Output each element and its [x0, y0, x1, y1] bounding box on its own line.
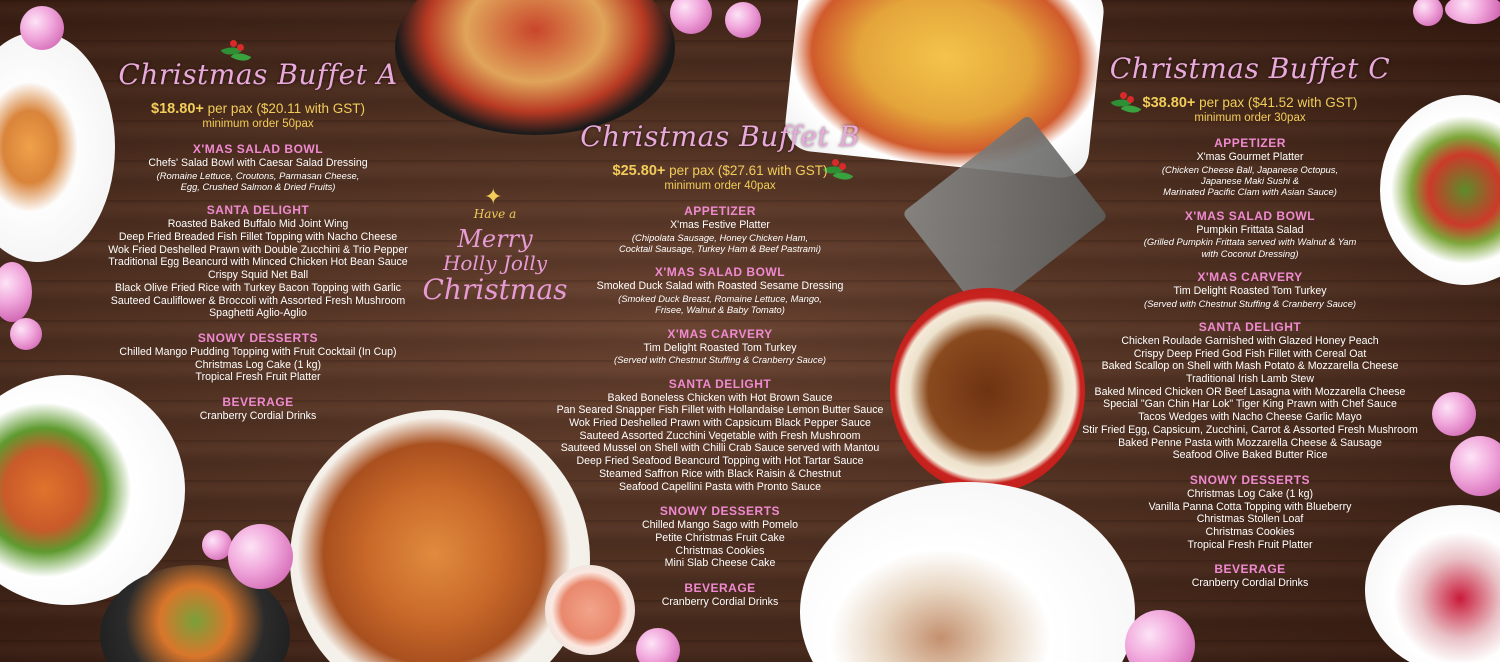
menu-item: Black Olive Fried Rice with Turkey Bacon Topping with Garlic — [115, 281, 401, 294]
menu-item: Sauteed Assorted Zucchini Vegetable with Fresh Mushroom — [579, 429, 861, 442]
menu-item: Chefs' Salad Bowl with Caesar Salad Dressing — [148, 157, 368, 169]
section-title: X'MAS SALAD BOWL — [192, 142, 324, 156]
menu-item: Petite Christmas Fruit Cake — [655, 531, 785, 544]
menu-item: Tacos Wedges with Nacho Cheese Garlic Mayo — [1138, 411, 1362, 424]
greeting-line-3: Holly Jolly — [442, 251, 548, 275]
buffet-b-title: Christmas Buffet B — [580, 120, 860, 153]
menu-item: Tim Delight Roasted Tom Turkey — [643, 341, 797, 354]
menu-item: Christmas Log Cake (1 kg) — [195, 358, 321, 371]
buffet-c-price-gst: per pax ($41.52 with GST) — [1195, 95, 1358, 110]
menu-item: Spaghetti Aglio-Aglio — [209, 307, 307, 320]
menu-section — [540, 504, 900, 570]
menu-item: Seafood Capellini Pasta with Pronto Sauce — [619, 480, 821, 493]
menu-item: Baked Minced Chicken OR Beef Lasagna with Mozzarella Cheese — [1094, 385, 1406, 398]
section-title: BEVERAGE — [1214, 562, 1286, 577]
buffet-b-min-order: minimum order 40pax — [664, 180, 776, 192]
menu-item: Crispy Squid Net Ball — [207, 269, 309, 282]
section-title: SNOWY DESSERTS — [659, 504, 781, 519]
buffet-b-column — [540, 120, 900, 609]
menu-item: Seafood Olive Baked Butter Rice — [1172, 449, 1328, 462]
buffet-a-price-gst: per pax ($20.11 with GST) — [203, 101, 365, 116]
menu-item: Mini Slab Cheese Cake — [664, 557, 776, 570]
menu-item-note: Cocktail Sausage, Turkey Ham & Beef Pastrami) — [619, 243, 821, 254]
menu-item: Steamed Saffron Rice with Black Raisin & Chestnut — [599, 467, 841, 480]
menu-item-note: with Coconut Dressing) — [1201, 247, 1299, 259]
menu-section — [1065, 136, 1435, 198]
menu-item: Wok Fried Deshelled Prawn with Capsicum Black Pepper Sauce — [569, 417, 871, 429]
menu-item: Stir Fried Egg, Capsicum, Zucchini, Carrot & Assorted Fresh Mushroom — [1082, 423, 1418, 436]
buffet-a-price-line — [93, 101, 423, 117]
menu-item: Cranberry Cordial Drinks — [199, 410, 317, 423]
menu-item: Christmas Stollen Loaf — [1196, 513, 1304, 526]
menu-section — [93, 395, 423, 423]
menu-item-note: (Smoked Duck Breast, Romaine Lettuce, Mango, — [618, 293, 822, 304]
menu-item: Cranberry Cordial Drinks — [661, 596, 779, 609]
menu-item-note: (Chipolata Sausage, Honey Chicken Ham, — [631, 231, 809, 243]
menu-item: Tim Delight Roasted Tom Turkey — [1173, 284, 1327, 297]
section-title: BEVERAGE — [222, 395, 294, 410]
section-title: APPETIZER — [1214, 136, 1286, 150]
menu-section — [1065, 473, 1435, 552]
ornament-ball-icon — [1445, 0, 1500, 24]
star-icon: ✦ — [484, 185, 503, 210]
ornament-ball-icon — [1413, 0, 1443, 26]
buffet-c-price-line — [1065, 95, 1435, 111]
menu-item: X'mas Gourmet Platter — [1196, 151, 1304, 163]
menu-item: Baked Boneless Chicken with Hot Brown Sauce — [607, 391, 833, 404]
menu-item: Cranberry Cordial Drinks — [1191, 577, 1309, 590]
menu-section — [93, 142, 423, 192]
menu-section — [93, 331, 423, 384]
menu-item: Tropical Fresh Fruit Platter — [195, 371, 321, 384]
menu-item: Tropical Fresh Fruit Platter — [1187, 538, 1313, 551]
menu-item: Deep Fried Seafood Beancurd Topping with Hot Tartar Sauce — [576, 455, 864, 468]
menu-item: Christmas Cookies — [675, 544, 765, 557]
menu-item-note: Marinated Pacific Clam with Asian Sauce) — [1163, 186, 1337, 198]
buffet-a-column — [93, 58, 423, 423]
menu-section — [1065, 270, 1435, 309]
menu-item-note: Frisee, Walnut & Baby Tomato) — [655, 304, 785, 316]
buffet-a-price: $18.80+ — [151, 101, 204, 117]
buffet-a-min-order: minimum order 50pax — [202, 118, 314, 130]
ornament-ball-icon — [1450, 436, 1500, 496]
beef-stew-pot-image — [890, 288, 1085, 493]
buffet-b-price: $25.80+ — [612, 163, 666, 179]
section-title: SNOWY DESSERTS — [197, 330, 319, 345]
menu-section — [540, 327, 900, 366]
section-title: SNOWY DESSERTS — [1189, 472, 1311, 487]
menu-section — [93, 203, 423, 320]
buffet-c-column — [1065, 52, 1435, 590]
spaghetti-plate-image — [395, 0, 675, 135]
menu-item: Vanilla Panna Cotta Topping with Blueberry — [1148, 500, 1352, 513]
menu-item: Roasted Baked Buffalo Mid Joint Wing — [167, 218, 349, 231]
menu-item: Crispy Deep Fried God Fish Fillet with Cereal Oat — [1133, 347, 1367, 360]
menu-item: Baked Scallop on Shell with Mash Potato & Mozzarella Cheese — [1101, 360, 1399, 373]
ornament-ball-icon — [636, 628, 680, 662]
menu-item: Chilled Mango Sago with Pomelo — [641, 519, 799, 532]
menu-section — [540, 581, 900, 609]
menu-item: Christmas Cookies — [1205, 526, 1295, 539]
section-title: X'MAS CARVERY — [667, 326, 773, 341]
section-title: X'MAS CARVERY — [1197, 269, 1303, 284]
ornament-ball-icon — [1432, 392, 1476, 436]
ornament-ball-icon — [725, 2, 761, 38]
ornament-ball-icon — [670, 0, 712, 34]
menu-section — [1065, 209, 1435, 259]
ornament-ball-icon — [1125, 610, 1195, 662]
menu-item-note: (Romaine Lettuce, Croutons, Parmasan Cheese, — [156, 169, 360, 181]
ornament-ball-icon — [20, 6, 64, 50]
menu-item: Chilled Mango Pudding Topping with Fruit Cocktail (In Cup) — [119, 345, 397, 358]
menu-item: Sauteed Mussel on Shell with Chilli Crab Sauce served with Mantou — [560, 442, 880, 455]
menu-item: Baked Penne Pasta with Mozzarella Cheese & Sausage — [1118, 436, 1382, 449]
menu-item-note: (Grilled Pumpkin Frittata served with Walnut & Yam — [1143, 236, 1357, 248]
menu-section — [540, 204, 900, 254]
section-title: X'MAS SALAD BOWL — [1184, 208, 1316, 223]
menu-item-note: (Served with Chestnut Stuffing & Cranberry Sauce) — [613, 354, 827, 366]
section-title: APPETIZER — [684, 204, 756, 218]
section-title: X'MAS SALAD BOWL — [654, 265, 786, 280]
ornament-ball-icon — [0, 262, 32, 322]
section-title: SANTA DELIGHT — [206, 203, 310, 218]
buffet-b-price-gst: per pax ($27.61 with GST) — [665, 163, 828, 178]
menu-item: Wok Fried Deshelled Prawn with Double Zucchini & Trio Pepper — [108, 243, 408, 256]
section-title: BEVERAGE — [684, 581, 756, 596]
menu-item: Smoked Duck Salad with Roasted Sesame Dressing — [596, 280, 844, 293]
buffet-c-min-order: minimum order 30pax — [1194, 112, 1306, 124]
menu-item-note: (Served with Chestnut Stuffing & Cranberry Sauce) — [1143, 297, 1357, 309]
menu-item: Chicken Roulade Garnished with Glazed Honey Peach — [1121, 334, 1379, 347]
ornament-ball-icon — [228, 524, 293, 589]
menu-item-note: Japanese Maki Sushi & — [1201, 175, 1299, 186]
menu-item-note: (Chicken Cheese Ball, Japanese Octopus, — [1161, 163, 1339, 175]
buffet-c-price: $38.80+ — [1142, 95, 1196, 111]
menu-item: Special "Gan Chin Har Lok" Tiger King Prawn with Chef Sauce — [1103, 398, 1397, 411]
menu-item: X'mas Festive Platter — [670, 219, 770, 231]
menu-item: Traditional Irish Lamb Stew — [1186, 373, 1314, 385]
menu-item: Deep Fried Breaded Fish Fillet Topping with Nacho Cheese — [118, 231, 398, 243]
menu-item: Sauteed Cauliflower & Broccoli with Assorted Fresh Mushroom — [110, 294, 406, 307]
menu-item: Christmas Log Cake (1 kg) — [1187, 487, 1313, 500]
menu-section — [1065, 562, 1435, 590]
menu-item: Pan Seared Snapper Fish Fillet with Hollandaise Lemon Butter Sauce — [556, 404, 884, 417]
menu-item: Pumpkin Frittata Salad — [1196, 223, 1304, 236]
ornament-ball-icon — [10, 318, 42, 350]
menu-section — [1065, 320, 1435, 462]
greeting-line-1: Have a — [473, 207, 517, 221]
buffet-a-title: Christmas Buffet A — [118, 58, 398, 91]
greeting-line-4: Christmas — [422, 273, 568, 306]
menu-item: Traditional Egg Beancurd with Minced Chicken Hot Bean Sauce — [108, 256, 408, 269]
greeting-line-2: Merry — [457, 225, 533, 253]
buffet-c-title: Christmas Buffet C — [1109, 52, 1391, 85]
menu-section — [540, 377, 900, 494]
section-title: SANTA DELIGHT — [668, 376, 772, 391]
buffet-b-price-line — [540, 163, 900, 179]
menu-section — [540, 265, 900, 315]
menu-item-note: Egg, Crushed Salmon & Dried Fruits) — [180, 181, 336, 192]
section-title: SANTA DELIGHT — [1198, 319, 1302, 334]
